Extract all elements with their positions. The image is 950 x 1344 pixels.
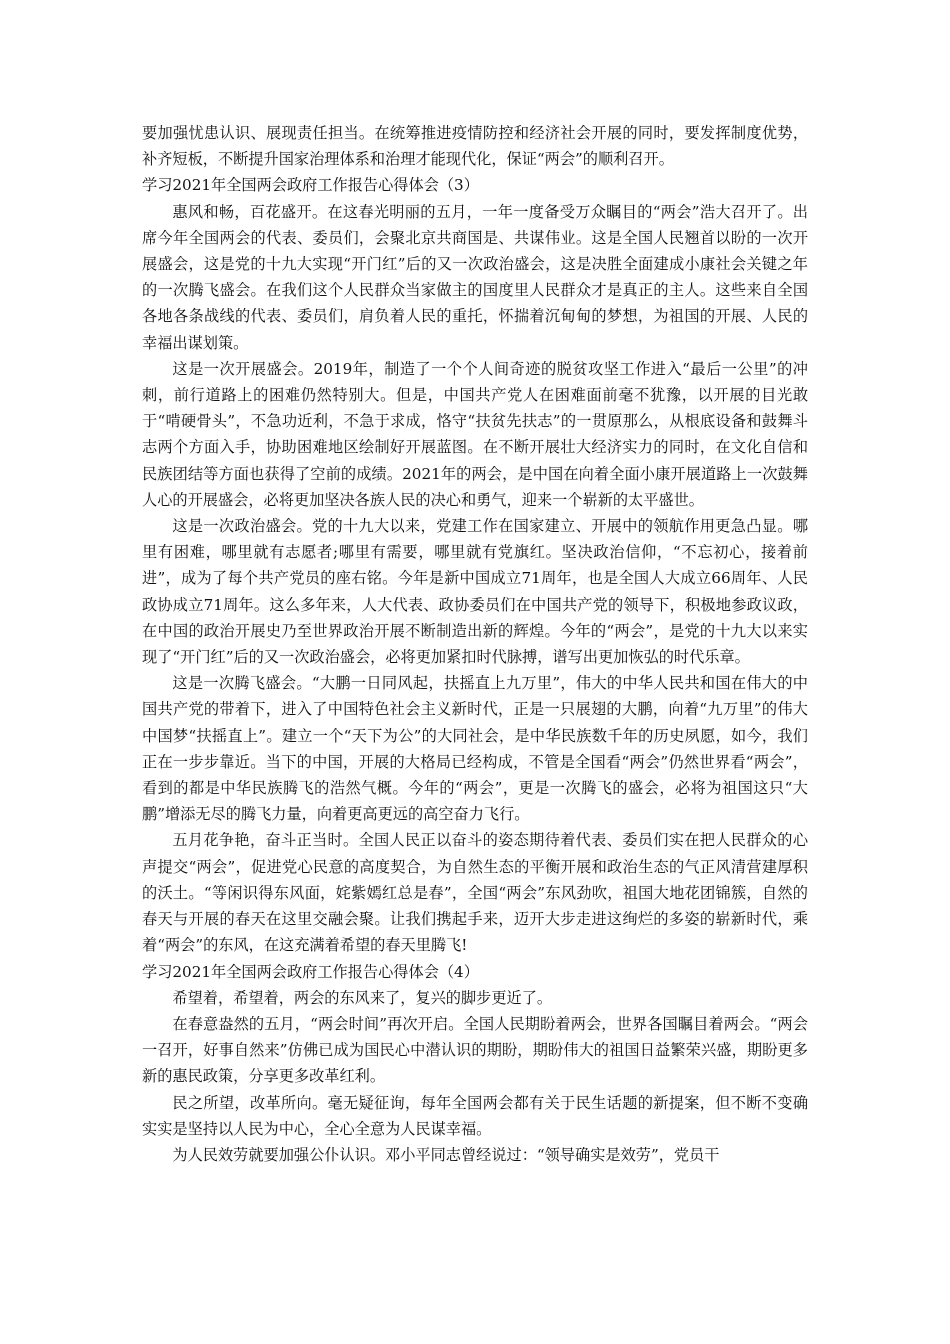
body-paragraph: 希望着，希望着，两会的东风来了，复兴的脚步更近了。: [172, 988, 553, 1007]
body-paragraph: 民之所望，改革所向。毫无疑征询，每年全国两会都有关于民生话题的新提案，但不断不变确实实是坚持以人民为中心，全心全意为人民谋幸福。: [142, 1093, 808, 1138]
body-paragraph: 这是一次开展盛会。2019年，制造了一个个人间奇迹的脱贫攻坚工作进入“最后一公里”的冲刺，前行道路上的困难仍然特别大。但是，中国共产党人在困难面前毫不犹豫，以开展的目光敢于“啃硬骨头”，不急功近利，不急于求成，恪守“扶贫先扶志”的一贯原那么，从根底设备和鼓舞斗志两个方面入手，协助困难地区绘制好开展蓝图。在不断开展壮大经济实力的同时，在文化自信和民族团结等方面也获得了空前的成绩。2021年的两会，是中国在向着全面小康开展道路上一次鼓舞人心的开展盛会，必将更加坚决各族人民的决心和勇气，迎来一个崭新的太平盛世。: [142, 359, 808, 509]
section-heading: 学习2021年全国两会政府工作报告心得体会（3）: [142, 176, 479, 195]
body-paragraph: 为人民效劳就要加强公仆认识。邓小平同志曾经说过：“领导确实是效劳”，党员干: [172, 1145, 720, 1164]
body-paragraph: 这是一次腾飞盛会。“大鹏一日同风起，扶摇直上九万里”，伟大的中华人民共和国在伟大的中国共产党的带着下，进入了中国特色社会主义新时代，正是一只展翅的大鹏，向着“九万里”的伟大中国梦“扶摇直上”。建立一个“天下为公”的大同社会，是中华民族数千年的历史夙愿，如今，我们正在一步步靠近。当下的中国，开展的大格局已经构成，不管是全国看“两会”仍然世界看“两会”，看到的都是中华民族腾飞的浩然气概。今年的“两会”，更是一次腾飞的盛会，必将为祖国这只“大鹏”增添无尽的腾飞力量，向着更高更远的高空奋力飞行。: [142, 674, 808, 824]
body-paragraph: 在春意盎然的五月，“两会时间”再次开启。全国人民期盼着两会，世界各国瞩目着两会。“两会一召开，好事自然来”仿佛已成为国民心中潜认识的期盼，期盼伟大的祖国日益繁荣兴盛，期盼更多新的惠民政策，分享更多改革红利。: [142, 1014, 808, 1086]
section-heading: 学习2021年全国两会政府工作报告心得体会（4）: [142, 962, 479, 981]
body-paragraph: 要加强忧患认识、展现责任担当。在统筹推进疫情防控和经济社会开展的同时，要发挥制度优势，补齐短板，不断提升国家治理体系和治理才能现代化，保证“两会”的顺利召开。: [142, 124, 808, 169]
body-paragraph: 这是一次政治盛会。党的十九大以来，党建工作在国家建立、开展中的领航作用更急凸显。哪里有困难，哪里就有志愿者;哪里有需要，哪里就有党旗红。坚决政治信仰，“不忘初心，接着前进”，成为了每个共产党员的座右铭。今年是新中国成立71周年，也是全国人大成立66周年、人民政协成立71周年。这么多年来，人大代表、政协委员们在中国共产党的领导下，积极地参政议政，在中国的政治开展史乃至世界政治开展不断制造出新的辉煌。今年的“两会”，是党的十九大以来实现了“开门红”后的又一次政治盛会，必将更加紧扣时代脉搏，谱写出更加恢弘的时代乐章。: [142, 517, 808, 667]
body-paragraph: 五月花争艳，奋斗正当时。全国人民正以奋斗的姿态期待着代表、委员们实在把人民群众的心声提交“两会”，促进党心民意的高度契合，为自然生态的平衡开展和政治生态的气正风清营建厚积的沃土。“等闲识得东风面，姹紫嫣红总是春”，全国“两会”东风劲吹，祖国大地花团锦簇，自然的春天与开展的春天在这里交融会聚。让我们携起手来，迈开大步走进这绚烂的多姿的崭新时代，乘着“两会”的东风，在这充满着希望的春天里腾飞!: [142, 831, 808, 955]
body-paragraph: 惠风和畅，百花盛开。在这春光明丽的五月，一年一度备受万众瞩目的“两会”浩大召开了。出席今年全国两会的代表、委员们，会聚北京共商国是、共谋伟业。这是全国人民翘首以盼的一次开展盛会，这是党的十九大实现“开门红”后的又一次政治盛会，这是决胜全面建成小康社会关键之年的一次腾飞盛会。在我们这个人民群众当家做主的国度里人民群众才是真正的主人。这些来自全国各地各条战线的代表、委员们，肩负着人民的重托，怀揣着沉甸甸的梦想，为祖国的开展、人民的幸福出谋划策。: [142, 202, 808, 352]
document-body: [142, 120, 808, 1168]
